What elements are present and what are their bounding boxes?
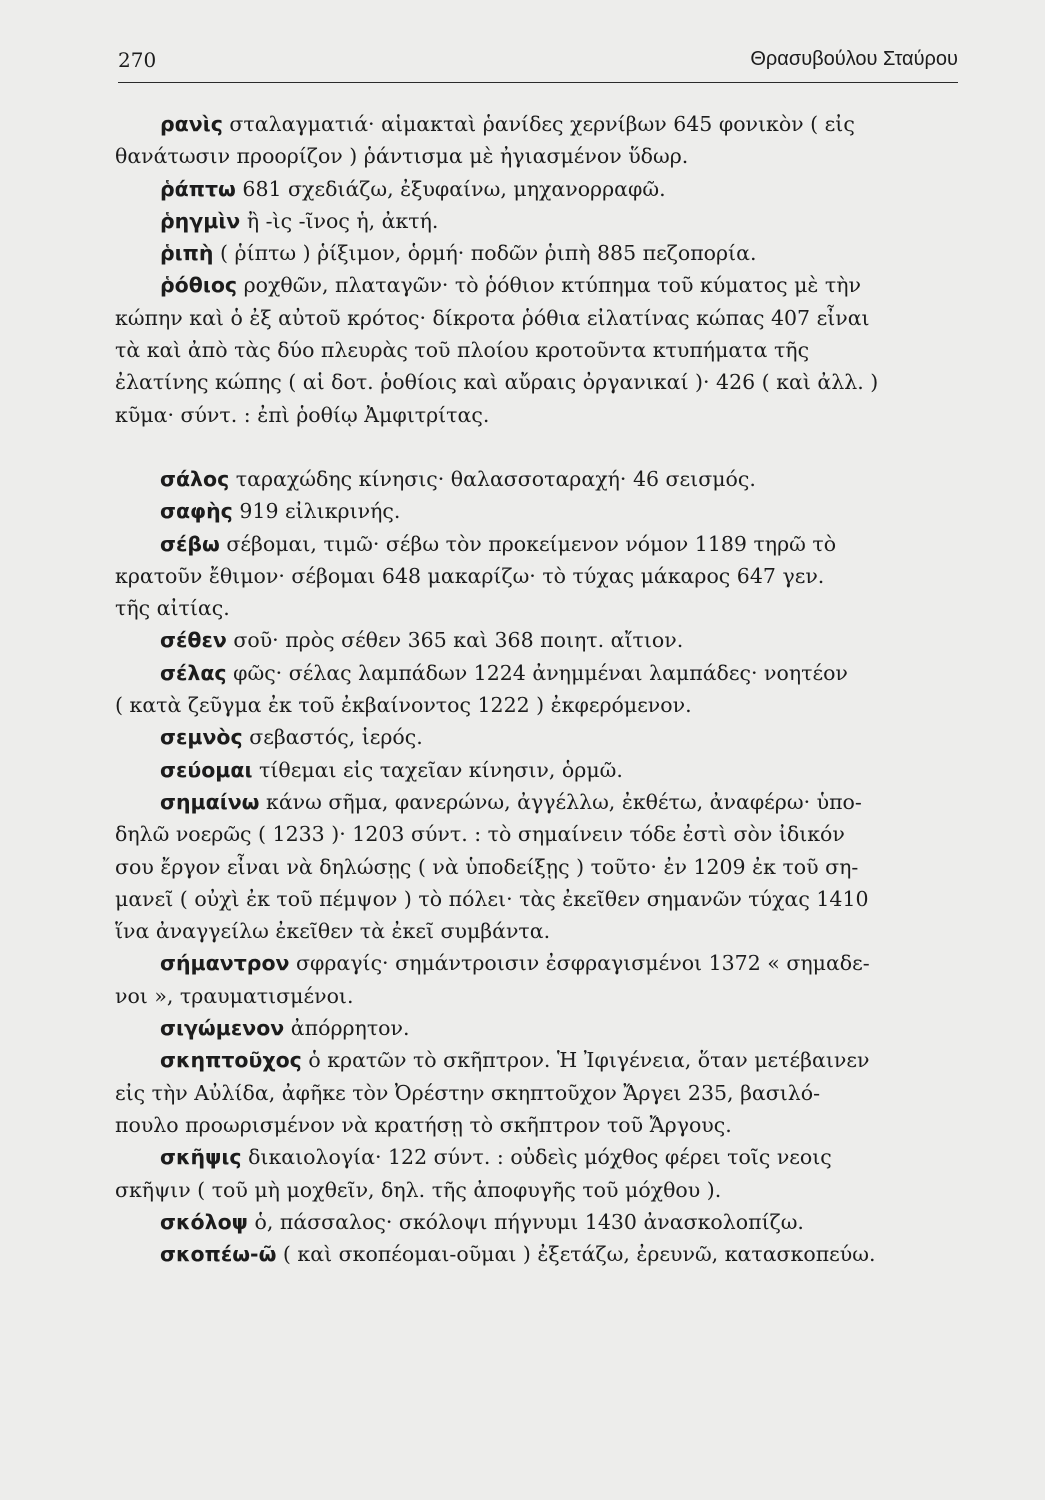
entry-definition: 681 σχεδιάζω, ἐξυφαίνω, μηχανορραφῶ. [242, 176, 666, 201]
entry-definition: ἀπόρρητον. [290, 1016, 410, 1041]
entry-lemma: σέλας [160, 660, 227, 685]
entry-definition: σέβομαι, τιμῶ· σέβω τὸν προκείμενον νόμον 1189 τηρῶ τὸ [226, 531, 837, 556]
entry-line [160, 1012, 950, 1044]
glossary-entry [115, 528, 950, 625]
glossary-entry [160, 624, 950, 656]
entry-line [160, 495, 950, 527]
page-number: 270 [118, 48, 157, 72]
entry-lemma: σέβω [160, 531, 220, 556]
glossary-entry [160, 173, 950, 205]
entry-line [160, 947, 950, 979]
entry-line [115, 915, 950, 947]
entry-definition: κάνω σῆμα, φανερώνω, ἀγγέλλω, ἐκθέτω, ἀναφέρω· ὑπο- [266, 789, 862, 814]
entry-definition: δηλῶ νοερῶς ( 1233 )· 1203 σύντ. : τὸ σημαίνειν τόδε ἐστὶ σὸν ἰδικόν [115, 822, 845, 847]
entry-definition: ( καὶ σκοπέομαι-οῦμαι ) ἐξετάζω, ἐρευνῶ, κατασκοπεύω. [282, 1242, 876, 1267]
entry-definition: 919 εἰλικρινής. [239, 499, 401, 524]
entry-line [160, 269, 950, 301]
entry-line [160, 1206, 950, 1238]
entry-definition: ( κατὰ ζεῦγμα ἐκ τοῦ ἐκβαίνοντος 1222 ) ἐκφερόμενον. [115, 693, 692, 718]
entry-definition: ὁ κρατῶν τὸ σκῆπτρον. Ἡ Ἰφιγένεια, ὅταν μετέβαινεν [308, 1048, 870, 1073]
entry-definition: φῶς· σέλας λαμπάδων 1224 ἀνημμέναι λαμπάδες· νοητέον [233, 660, 848, 685]
glossary-entry [160, 1206, 950, 1238]
running-head: Θρασυβούλου Σταύρου [750, 48, 958, 70]
glossary-entry [160, 463, 950, 495]
glossary-entry [160, 237, 950, 269]
glossary-entry [160, 495, 950, 527]
entry-line [115, 399, 950, 431]
entry-definition: τίθεμαι εἰς ταχεῖαν κίνησιν, ὁρμῶ. [259, 757, 623, 782]
entry-definition: κώπην καὶ ὁ ἐξ αὐτοῦ κρότος· δίκροτα ῥόθια εἰλατίνας κώπας 407 εἶναι [115, 305, 870, 330]
entry-lemma: σιγώμενον [160, 1016, 285, 1041]
entry-line [160, 1141, 950, 1173]
entry-line [115, 851, 950, 883]
entry-line [115, 560, 950, 592]
entry-definition: ταραχώδης κίνησις· θαλασσοταραχή· 46 σεισμός. [235, 466, 756, 491]
entry-lemma: σκόλοψ [160, 1209, 248, 1234]
entry-line [160, 237, 950, 269]
glossary-entry [115, 657, 950, 722]
entry-definition: ἵνα ἀναγγείλω ἐκεῖθεν τὰ ἐκεῖ συμβάντα. [115, 919, 551, 944]
entry-line [160, 624, 950, 656]
entry-definition: δικαιολογία· 122 σύντ. : οὐδεὶς μόχθος φέρει τοῖς νεοις [248, 1145, 832, 1170]
entry-line [160, 1044, 950, 1076]
entry-lemma: ῥηγμὶν [160, 208, 241, 233]
entry-line [115, 818, 950, 850]
entry-lemma: σέθεν [160, 628, 227, 653]
entry-line [115, 366, 950, 398]
entry-lemma: σήμαντρον [160, 951, 290, 976]
entry-lemma: σκηπτοῦχος [160, 1048, 302, 1073]
glossary-entry [160, 721, 950, 753]
entry-lemma: σάλος [160, 466, 230, 491]
entry-definition: εἰς τὴν Αὐλίδα, ἀφῆκε τὸν Ὀρέστην σκηπτοῦχον Ἄργει 235, βασιλό- [115, 1080, 821, 1105]
entry-lemma: ῥάπτω [160, 176, 236, 201]
entry-definition: ροχθῶν, πλαταγῶν· τὸ ῥόθιον κτύπημα τοῦ κύματος μὲ τὴν [243, 273, 861, 298]
glossary-entry [160, 205, 950, 237]
entry-definition: σου ἔργον εἶναι νὰ δηλώσῃς ( νὰ ὑποδείξῃς ) τοῦτο· ἐν 1209 ἐκ τοῦ ση- [115, 854, 859, 879]
entry-line [160, 1238, 950, 1270]
entry-lemma: σαφὴς [160, 499, 233, 524]
entry-line [115, 980, 950, 1012]
glossary-entry [115, 947, 950, 1012]
glossary-entry [115, 108, 950, 173]
glossary-entry [115, 269, 950, 430]
entry-line [160, 205, 950, 237]
entry-line [160, 528, 950, 560]
entry-definition: σεβαστός, ἱερός. [249, 725, 423, 750]
header-rule [118, 82, 958, 83]
entry-definition: θανάτωσιν προορίζον ) ῥάντισμα μὲ ἠγιασμένον ὕδωρ. [115, 144, 689, 169]
entry-definition: ἐλατίνης κώπης ( αἱ δοτ. ῥοθίοις καὶ αὔραις ὀργανικαί )· 426 ( καὶ ἀλλ. ) [115, 370, 879, 395]
entry-lemma: σκῆψις [160, 1145, 242, 1170]
glossary-entry [115, 1044, 950, 1141]
page-header [118, 48, 958, 78]
entry-line [115, 592, 950, 624]
entry-line [160, 173, 950, 205]
glossary-body [115, 108, 950, 1270]
entry-lemma: ρανὶς [160, 112, 223, 136]
entry-lemma: σκοπέω-ῶ [160, 1242, 277, 1267]
glossary-entry [115, 1141, 950, 1206]
glossary-entry [160, 1238, 950, 1270]
glossary-entry [160, 1012, 950, 1044]
entry-definition: ( ῥίπτω ) ῥίξιμον, ὁρμή· ποδῶν ῥιπὴ 885 πεζοπορία. [220, 241, 757, 266]
entry-line [160, 108, 950, 140]
entry-definition: σοῦ· πρὸς σέθεν 365 καὶ 368 ποιητ. αἴτιον. [233, 628, 684, 653]
entry-definition: πουλο προωρισμένον νὰ κρατήσῃ τὸ σκῆπτρον τοῦ Ἄργους. [115, 1112, 732, 1137]
entry-definition: νοι », τραυματισμένοι. [115, 983, 354, 1008]
entry-line [115, 1077, 950, 1109]
entry-line [160, 721, 950, 753]
entry-line [160, 786, 950, 818]
entry-definition: σταλαγματιά· αἱμακταὶ ῥανίδες χερνίβων 645 φονικὸν ( εἰς [229, 112, 855, 136]
entry-line [115, 883, 950, 915]
entry-lemma: σεύομαι [160, 757, 253, 782]
entry-line [160, 657, 950, 689]
entry-definition: κρατοῦν ἔθιμον· σέβομαι 648 μακαρίζω· τὸ τύχας μάκαρος 647 γεν. [115, 563, 825, 588]
entry-definition: σκῆψιν ( τοῦ μὴ μοχθεῖν, δηλ. τῆς ἀποφυγῆς τοῦ μόχθου ). [115, 1177, 722, 1202]
entry-definition: τὰ καὶ ἀπὸ τὰς δύο πλευρὰς τοῦ πλοίου κροτοῦντα κτυπήματα τῆς [115, 338, 810, 363]
entry-line [115, 689, 950, 721]
entry-definition: σφραγίς· σημάντροισιν ἐσφραγισμένοι 1372 « σημαδε- [296, 951, 870, 976]
entry-lemma: σημαίνω [160, 789, 260, 814]
entry-lemma: σεμνὸς [160, 725, 243, 750]
entry-definition: τῆς αἰτίας. [115, 596, 230, 621]
entry-line [115, 1174, 950, 1206]
entry-line [115, 302, 950, 334]
entry-line [160, 754, 950, 786]
entry-lemma: ῥόθιος [160, 273, 238, 298]
entry-definition: ὁ, πάσσαλος· σκόλοψι πήγνυμι 1430 ἀνασκολοπίζω. [254, 1209, 804, 1234]
entry-definition: μανεῖ ( οὐχὶ ἐκ τοῦ πέμψον ) τὸ πόλει· τὰς ἐκεῖθεν σημανῶν τύχας 1410 [115, 886, 869, 911]
glossary-entry [115, 786, 950, 947]
entry-line [160, 463, 950, 495]
entry-definition: ἢ -ὶς -ῖνος ἡ, ἀκτή. [246, 208, 439, 233]
entry-definition: κῦμα· σύντ. : ἐπὶ ῥοθίῳ Ἀμφιτρίτας. [115, 402, 490, 427]
entry-line [115, 1109, 950, 1141]
entry-line [115, 334, 950, 366]
glossary-entry [160, 754, 950, 786]
entry-line [115, 140, 950, 172]
entry-lemma: ῥιπὴ [160, 241, 214, 266]
